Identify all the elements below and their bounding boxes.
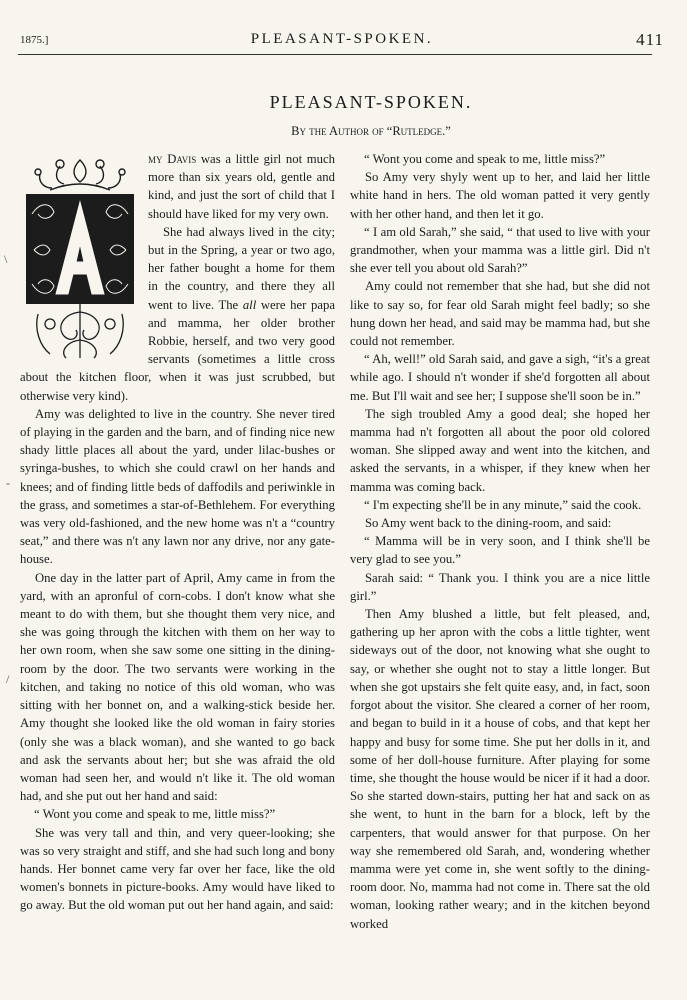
paragraph-quote: “ Mamma will be in very soon, and I think she'll be very glad to see you.” xyxy=(350,534,650,567)
paragraph-quote: “ I am old Sarah,” she said, “ that used to live with your grandmother, when your mamma was a little girl. Did n't she ever tell you about old Sarah?” xyxy=(350,224,650,276)
paragraph-quote: “ Wont you come and speak to me, little miss?” xyxy=(364,152,606,166)
paragraph: She was very tall and thin, and very queer-looking; she was so very straight and stiff, and she had such long and bony hands. Her bonnet came very far over her face, like the old women's bonnets in picture-books. Amy would have liked to go away. But the old woman put out her hand again, and said: xyxy=(20,825,335,913)
article-title: PLEASANT-SPOKEN. xyxy=(269,92,473,112)
emphasis: all xyxy=(242,297,257,312)
paragraph: Amy was delighted to live in the country. She never tired of playing in the garden and the barn, and of finding nice new shady little places all about the yard, under lilac-bushes or syringa-bushes, to which she could crawl on her hands and knees; and of finding little beds of daffodils and periwinkle in the grass, and sometimes a star-of-Bethlehem. For everything was very old-fashioned, and the new home was n't a “country seat,” and there was n't any lawn nor any drive, nor any gate-house. xyxy=(20,406,335,567)
header-rule xyxy=(18,54,652,55)
margin-mark: - xyxy=(6,476,10,490)
text-column-right xyxy=(350,150,650,933)
ornamental-dropcap xyxy=(20,154,140,362)
paragraph: So Amy very shyly went up to her, and laid her little white hand in hers. The old woman patted it very gently with her other hand, and then let it go. xyxy=(350,170,650,221)
article-byline xyxy=(196,124,546,139)
header-page-number: 411 xyxy=(636,30,664,49)
header-running-title: PLEASANT-SPOKEN. xyxy=(250,31,434,47)
header-year: 1875.] xyxy=(20,34,49,46)
paragraph: Then Amy blushed a little, but felt pleased, and, gathering up her apron with the cobs a little tighter, went sideways out of the door, not knowing what she ought to say, or whether she ought not to stay a little longer. But when she got upstairs she felt quite easy, and, in fact, soon forgot about the visitor. She cleared a corner of her room, and began to build in it a house of cobs, and that kept her happy and busy for some time. She put her dolls in it, and some of her doll-house furniture. After playing for some time, she thought the house would be nicer if it had a door. So she started down-stairs, putting her hat and sack on as she went, to hunt in the barn for a block, left by the carpenters, that would answer for that purpose. On her way she remembered old Sarah, and, wondering whether mamma were yet come in, she went softly to the dining-room door. No, mamma had not come in. There sat the old woman, looking rather weary; and in the kitchen beyond worked xyxy=(350,607,650,931)
paragraph: Amy could not remember that she had, but she did not like to say so, for fear old Sarah might feel badly; so she hung down her head, and said may be mamma had, but she could not remember. xyxy=(350,279,650,349)
paragraph-quote: “ Ah, well!” old Sarah said, and gave a sigh, “it's a great while ago. I should n't wonder if she'd forgotten all about me. But I'll wait and see her; I suppose she'll soon be in.” xyxy=(350,352,650,403)
paragraph: The sigh troubled Amy a good deal; she hoped her mamma had n't forgotten all about the poor old colored woman. She slipped away and went into the kitchen, and asked the servants, in a whisper, if they knew when her mamma was coming back. xyxy=(350,406,650,494)
paragraph-text: were her papa and mamma, her older brother Robbie, herself, and two very good servants (sometimes a little cross about the kitchen floor, when it was just scrubbed, but otherwise very kind). xyxy=(20,297,335,403)
margin-mark: / xyxy=(6,672,10,686)
ornament-icon xyxy=(20,154,140,362)
paragraph-text: She had always lived in the city; but in the Spring, a year or two ago, her father bought a home for them in the country, and there they all went to live. The xyxy=(148,224,335,312)
opening-words: my Davis xyxy=(148,152,197,166)
paragraph-text: was a little girl not much more than six years old, gentle and kind, and just the sort of child that I should have liked for my very own. xyxy=(148,152,335,221)
paragraph-quote: “ Wont you come and speak to me, little miss?” xyxy=(34,807,276,822)
paragraph: So Amy went back to the dining-room, and said: xyxy=(365,516,612,531)
paragraph: One day in the latter part of April, Amy came in from the yard, with an apronful of corn-cobs. I don't know what she meant to do with them, but she thought them very nice, and she was going through the kitchen with them on her way to her own room, when she saw some one sitting in the dining-room by the door. The two servants were working in the kitchen, and taking no notice of this old woman, who was sitting with her bonnet on, and a walking-stick beside her. Amy thought she looked like the old woman in fairy stories (only she was a black woman), and she wanted to go back and ask the servants about her; but she was afraid the old woman had seen her, and would n't like it. The old woman had, and she put out her hand and said: xyxy=(20,570,335,804)
text-column-left xyxy=(20,150,335,915)
paragraph: Sarah said: “ Thank you. I think you are a nice little girl.” xyxy=(350,570,650,603)
byline-text: By the Author of “Rutledge.” xyxy=(291,124,451,138)
running-head xyxy=(20,30,664,54)
margin-mark: \ xyxy=(4,252,8,266)
paragraph-quote: “ I'm expecting she'll be in any minute,” said the cook. xyxy=(364,497,642,512)
